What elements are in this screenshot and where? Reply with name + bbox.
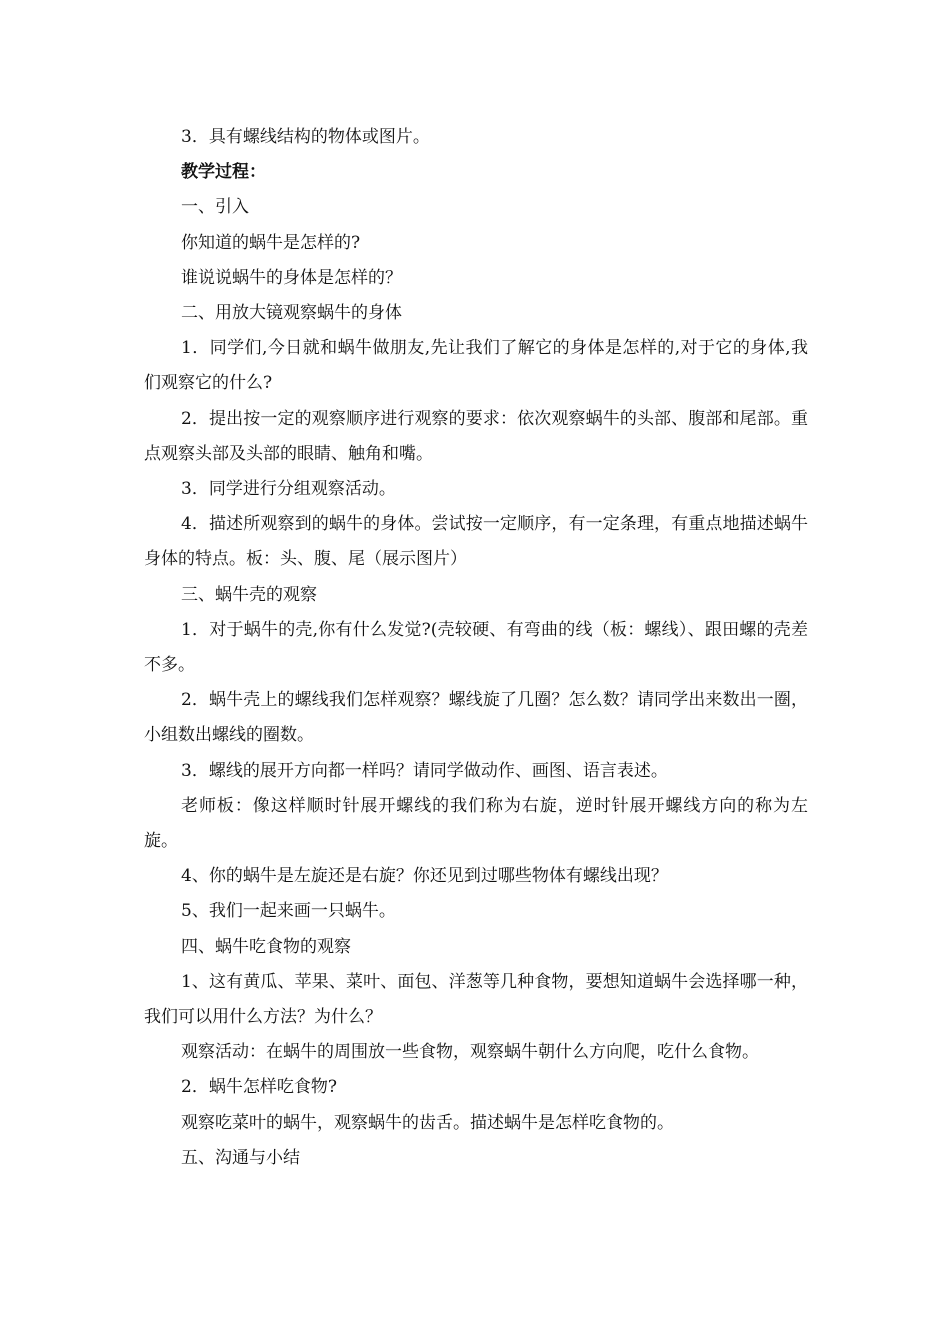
paragraph: 2．蜗牛怎样吃食物? xyxy=(181,1077,337,1098)
paragraph: 3．具有螺线结构的物体或图片。 xyxy=(181,127,430,147)
paragraph: 5、我们一起来画一只蜗牛。 xyxy=(181,901,396,922)
paragraph: 2．提出按一定的观察顺序进行观察的要求：依次观察蜗牛的头部、腹部和尾部。重点观察头部及头部的眼睛、触角和嘴。 xyxy=(144,408,808,464)
paragraph: 三、蜗牛壳的观察 xyxy=(181,584,317,605)
paragraph: 二、用放大镜观察蜗牛的身体 xyxy=(181,303,402,324)
section-heading: 教学过程： xyxy=(181,162,266,183)
paragraph: 谁说说蜗牛的身体是怎样的？ xyxy=(181,267,402,288)
paragraph: 2．蜗牛壳上的螺线我们怎样观察？螺线旋了几圈？怎么数？请同学出来数出一圈，小组数出螺线的圈数。 xyxy=(144,690,808,746)
paragraph: 五、沟通与小结 xyxy=(181,1147,300,1168)
paragraph: 1．同学们,今日就和蜗牛做朋友,先让我们了解它的身体是怎样的,对于它的身体,我们观察它的什么? xyxy=(144,338,808,394)
paragraph: 4、你的蜗牛是左旋还是右旋？你还见到过哪些物体有螺线出现？ xyxy=(181,866,668,887)
document-body xyxy=(144,120,808,1176)
paragraph: 4．描述所观察到的蜗牛的身体。尝试按一定顺序，有一定条理，有重点地描述蜗牛身体的特点。板：头、腹、尾（展示图片） xyxy=(144,514,808,570)
paragraph: 观察吃菜叶的蜗牛，观察蜗牛的齿舌。描述蜗牛是怎样吃食物的。 xyxy=(181,1112,674,1133)
paragraph: 3．同学进行分组观察活动。 xyxy=(181,479,396,500)
paragraph: 一、引入 xyxy=(181,197,249,218)
paragraph: 1、这有黄瓜、苹果、菜叶、面包、洋葱等几种食物，要想知道蜗牛会选择哪一种，我们可以用什么方法？为什么？ xyxy=(144,971,808,1028)
paragraph: 四、蜗牛吃食物的观察 xyxy=(181,936,351,957)
paragraph: 3．螺线的展开方向都一样吗？请同学做动作、画图、语言表述。 xyxy=(181,760,668,781)
paragraph: 你知道的蜗牛是怎样的? xyxy=(181,232,361,253)
paragraph: 1．对于蜗牛的壳,你有什么发觉?(壳较硬、有弯曲的线（板：螺线）、跟田螺的壳差不多。 xyxy=(144,619,808,676)
paragraph: 观察活动：在蜗牛的周围放一些食物，观察蜗牛朝什么方向爬，吃什么食物。 xyxy=(181,1042,759,1063)
paragraph: 老师板：像这样顺时针展开螺线的我们称为右旋，逆时针展开螺线方向的称为左旋。 xyxy=(144,795,808,852)
